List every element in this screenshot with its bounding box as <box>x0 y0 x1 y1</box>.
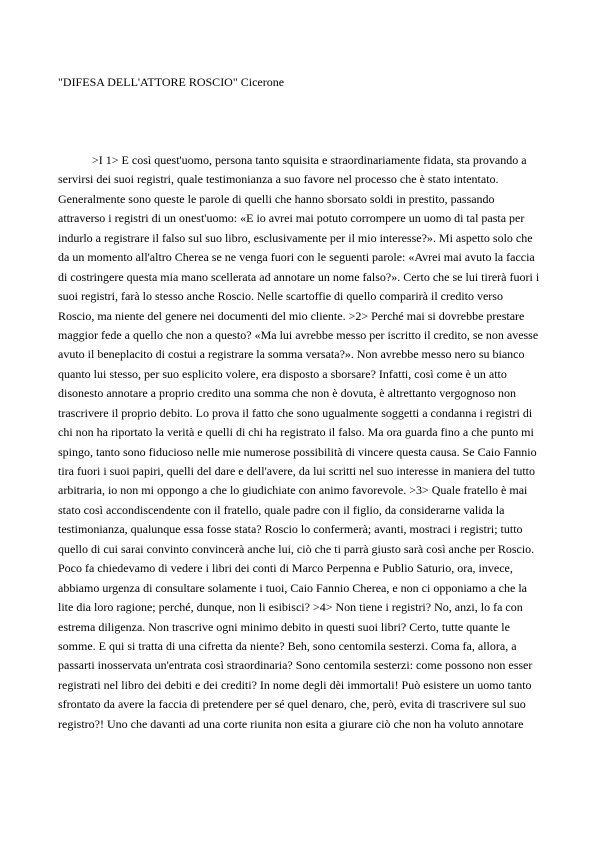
text-line: tira fuori i suoi papiri, quelli del dare e dell'avere, da lui scritti nel suo interesse in maniera del tutto <box>58 464 536 478</box>
text-line: servirsi dei suoi registri, quale testimonianza a suo favore nel processo che è stato intentato. <box>58 172 499 187</box>
text-line: di costringere questa mia mano scellerata ad annotare un nome falso?». Certo che se lui tirerà fuori i <box>58 269 540 284</box>
text-line: spingo, tanto sono fiducioso nelle mie numerose possibilità di vincere questa causa. Se Caio Fannio <box>58 444 537 459</box>
text-line: sfrontato da avere la faccia di pretendere per sé quel denaro, che, però, evita di trascrivere sul suo <box>58 697 526 712</box>
text-line: indurlo a registrare il falso sul suo libro, esclusivamente per il mio interesse?». Mi aspetto solo che <box>58 230 533 245</box>
text-line: stato così accondiscendente con il fratello, quale padre con il figlio, da considerarne valida la <box>58 502 505 517</box>
text-line: quanto lui stesso, per suo esplicito volere, era disposto a sborsare? Infatti, così come è un atto <box>58 366 507 381</box>
text-line: registro?! Uno che davanti ad una corte riunita non esita a giurare ciò che non ha voluto annotare <box>58 716 524 731</box>
text-line: trascrivere il proprio debito. Lo prova il fatto che sono ugualmente soggetti a condanna i registri di <box>58 405 533 420</box>
text-line: somme. E qui si tratta di una cifretta da niente? Beh, sono centomila sesterzi. Coma fa, allora, a <box>58 638 517 653</box>
text-line: chi non ha riportato la verità e quelli di chi ha registrato il falso. Ma ora guarda fino a che punto mi <box>58 425 534 440</box>
text-line: testimonianza, qualunque essa fosse stata? Roscio lo confermerà; avanti, mostraci i registri; tutto <box>58 522 523 537</box>
text-line: registrati nel libro dei debiti e dei crediti? In nome degli dèi immortali! Può esistere un uomo tanto <box>58 677 532 692</box>
text-line: Poco fa chiedevamo di vedere i libri dei conti di Marco Perpenna e Publio Saturio, ora, invece, <box>58 561 513 576</box>
text-line: Roscio, ma niente del genere nei documenti del mio cliente. >2> Perché mai si dovrebbe prestare <box>58 308 525 323</box>
document-body <box>58 151 540 734</box>
text-line: lite dia loro ragione; perché, dunque, non li esibisci? >4> Non tiene i registri? No, anzi, lo fa con <box>58 600 523 615</box>
text-line: attraverso i registri di un onest'uomo: «E io avrei mai potuto corrompere un uomo di tal pasta per <box>58 211 525 226</box>
text-line: >I 1> E così quest'uomo, persona tanto squisita e straordinariamente fidata, sta provando a <box>92 153 527 167</box>
text-line: suoi registri, farà lo stesso anche Roscio. Nelle scartoffie di quello comparirà il credito verso <box>58 289 503 304</box>
text-line: estrema diligenza. Non trascrive ogni minimo debito in questi suoi libri? Certo, tutte quante le <box>58 619 510 634</box>
text-line: passarti inosservata un'entrata così straordinaria? Sono centomila sesterzi: come possono non esser <box>58 658 533 673</box>
text-line: da un momento all'altro Cherea se ne venga fuori con le seguenti parole: «Avrei mai avuto la faccia <box>58 250 535 265</box>
document-title: "DIFESA DELL'ATTORE ROSCIO" Cicerone <box>58 75 285 89</box>
text-line: arbitraria, io non mi oppongo a che lo giudichiate con animo favorevole. >3> Quale fratello è mai <box>58 483 528 498</box>
text-line: Generalmente sono queste le parole di quelli che hanno sborsato soldi in prestito, passando <box>58 191 495 206</box>
text-line: abbiamo urgenza di consultare solamente i tuoi, Caio Fannio Cherea, e non ci opponiamo a che la <box>58 580 527 595</box>
text-line: disonesto annotare a proprio credito una somma che non è dovuta, è altrettanto vergognoso non <box>58 386 516 401</box>
text-line: avuto il beneplacito di costui a registrare la somma versata?». Non avrebbe messo nero su bianco <box>58 347 525 362</box>
text-line: quello di cui sarai convinto convincerà anche lui, ciò che ti parrà giusto sarà così anche per Roscio. <box>58 541 535 556</box>
text-line: maggior fede a quello che non a questo? «Ma lui avrebbe messo per iscritto il credito, se non avesse <box>58 327 539 342</box>
